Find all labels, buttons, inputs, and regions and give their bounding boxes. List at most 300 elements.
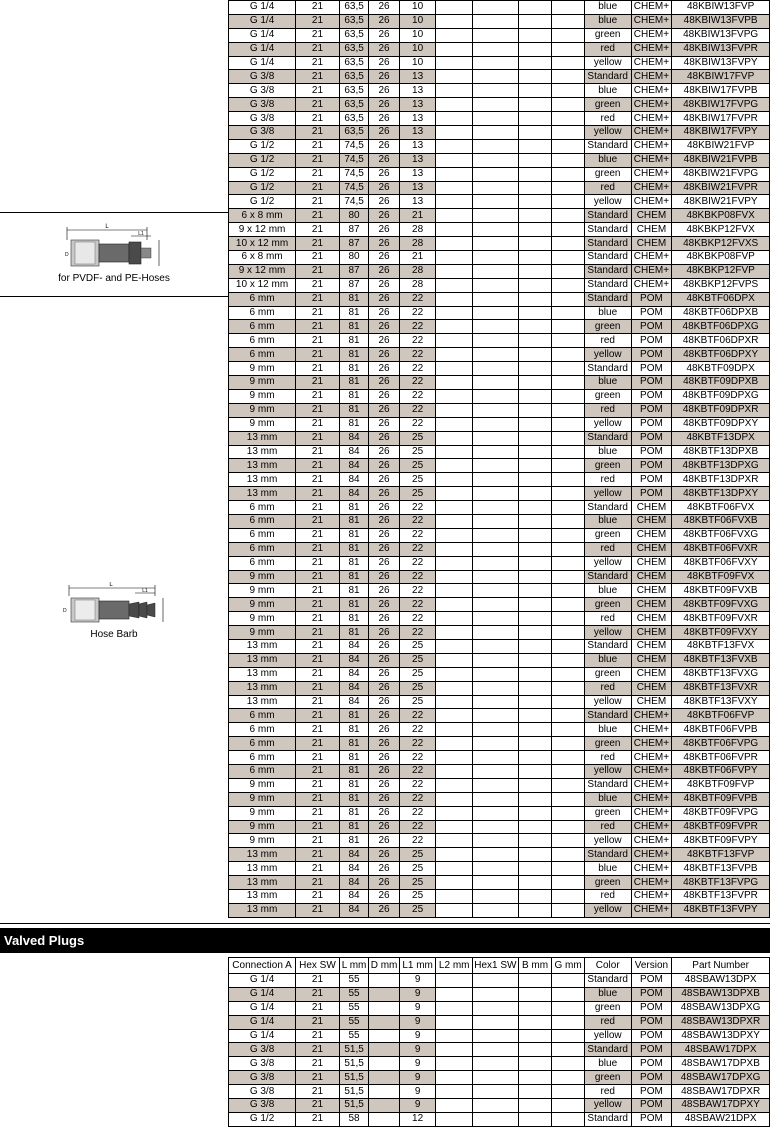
table-cell: 26 xyxy=(369,584,400,598)
table-cell: 21 xyxy=(296,1112,340,1126)
table-cell: red xyxy=(584,681,631,695)
table-cell: 25 xyxy=(399,695,436,709)
table-cell xyxy=(436,473,473,487)
table-cell: 84 xyxy=(339,653,368,667)
table-cell xyxy=(436,737,473,751)
table-cell xyxy=(473,1085,519,1099)
table-cell: 13 xyxy=(399,126,436,140)
table-cell xyxy=(436,70,473,84)
table-cell: blue xyxy=(584,987,631,1001)
table-cell: CHEM xyxy=(631,223,672,237)
table-cell xyxy=(518,528,552,542)
table-cell: CHEM xyxy=(631,639,672,653)
table-cell xyxy=(552,306,585,320)
table-cell xyxy=(473,473,519,487)
table-cell xyxy=(436,1099,473,1113)
table-cell xyxy=(369,1001,400,1015)
table-cell xyxy=(518,348,552,362)
table-cell xyxy=(473,28,519,42)
table-cell: 26 xyxy=(369,834,400,848)
column-header: L mm xyxy=(339,958,368,974)
table-cell: 48SBAW17DPX xyxy=(672,1043,770,1057)
table-cell: POM xyxy=(631,473,672,487)
table-cell: 74,5 xyxy=(339,181,368,195)
table-cell: 81 xyxy=(339,362,368,376)
table-cell: 84 xyxy=(339,639,368,653)
table-cell: blue xyxy=(584,653,631,667)
table-cell xyxy=(518,639,552,653)
table-cell: 21 xyxy=(296,237,340,251)
table-cell: CHEM+ xyxy=(631,751,672,765)
table-cell xyxy=(518,820,552,834)
table-cell: 51,5 xyxy=(339,1099,368,1113)
table-cell xyxy=(473,403,519,417)
svg-text:L1: L1 xyxy=(142,588,148,594)
table-cell xyxy=(473,987,519,1001)
table-cell: 81 xyxy=(339,320,368,334)
table-cell xyxy=(473,612,519,626)
table-cell: 26 xyxy=(369,737,400,751)
table-cell: 48SBAW13DPX xyxy=(672,974,770,988)
table-cell: 22 xyxy=(399,612,436,626)
table-cell xyxy=(473,806,519,820)
table-cell: 21 xyxy=(296,667,340,681)
table-cell: 48KBTF06DPXY xyxy=(672,348,770,362)
table-cell: red xyxy=(584,112,631,126)
table-cell xyxy=(473,56,519,70)
table-cell: 48KBTF13DPXY xyxy=(672,487,770,501)
table-cell: 26 xyxy=(369,848,400,862)
table-cell: 26 xyxy=(369,459,400,473)
table-cell: 6 mm xyxy=(229,556,296,570)
table-cell xyxy=(436,292,473,306)
table-cell xyxy=(518,376,552,390)
table-cell: 9 mm xyxy=(229,778,296,792)
table-cell: 13 mm xyxy=(229,445,296,459)
table-cell xyxy=(436,28,473,42)
table-cell: 84 xyxy=(339,903,368,917)
table-cell: CHEM xyxy=(631,584,672,598)
table-cell xyxy=(518,487,552,501)
table-cell: G 1/4 xyxy=(229,56,296,70)
table-cell: 9 mm xyxy=(229,403,296,417)
table-cell xyxy=(552,1057,585,1071)
table-row xyxy=(229,473,770,487)
table-cell: G 3/8 xyxy=(229,98,296,112)
table-cell xyxy=(518,876,552,890)
table-cell xyxy=(518,195,552,209)
table-cell: 22 xyxy=(399,389,436,403)
table-cell xyxy=(436,1,473,15)
table-cell: 26 xyxy=(369,126,400,140)
table-cell xyxy=(436,695,473,709)
table-cell: 25 xyxy=(399,848,436,862)
table-cell xyxy=(552,445,585,459)
table-cell xyxy=(552,1071,585,1085)
table-cell: 13 xyxy=(399,167,436,181)
table-cell xyxy=(473,431,519,445)
table-cell: Standard xyxy=(584,139,631,153)
table-cell: 21 xyxy=(296,834,340,848)
table-cell: 48KBTF13FVPY xyxy=(672,903,770,917)
table-cell xyxy=(473,639,519,653)
table-cell: 26 xyxy=(369,612,400,626)
table-cell xyxy=(436,764,473,778)
table-cell: red xyxy=(584,1085,631,1099)
table-cell: 51,5 xyxy=(339,1071,368,1085)
table-cell: 81 xyxy=(339,376,368,390)
table-cell: Standard xyxy=(584,292,631,306)
table-cell: G 1/2 xyxy=(229,181,296,195)
table-cell: G 1/4 xyxy=(229,42,296,56)
table-cell xyxy=(436,362,473,376)
valved-plugs-table-wrap xyxy=(228,957,770,1127)
table-cell: POM xyxy=(631,487,672,501)
table-cell: Standard xyxy=(584,362,631,376)
table-row xyxy=(229,445,770,459)
table-cell: 22 xyxy=(399,334,436,348)
table-cell: 9 mm xyxy=(229,820,296,834)
table-cell: 48KBTF09FVPY xyxy=(672,834,770,848)
table-cell xyxy=(518,126,552,140)
table-cell: 63,5 xyxy=(339,56,368,70)
table-cell: 22 xyxy=(399,292,436,306)
table-cell: 9 xyxy=(399,1057,436,1071)
table-cell xyxy=(436,890,473,904)
table-cell: 22 xyxy=(399,417,436,431)
table-cell xyxy=(369,1071,400,1085)
table-cell: 21 xyxy=(296,70,340,84)
table-cell: 26 xyxy=(369,653,400,667)
table-cell xyxy=(552,181,585,195)
table-cell xyxy=(436,167,473,181)
table-cell: CHEM xyxy=(631,501,672,515)
table-cell xyxy=(552,598,585,612)
table-cell xyxy=(436,778,473,792)
table-cell xyxy=(552,292,585,306)
table-cell: yellow xyxy=(584,195,631,209)
table-cell: 26 xyxy=(369,251,400,265)
table-cell: 81 xyxy=(339,389,368,403)
table-cell: Standard xyxy=(584,251,631,265)
table-cell: 26 xyxy=(369,570,400,584)
table-cell xyxy=(473,42,519,56)
table-cell xyxy=(473,876,519,890)
table-cell xyxy=(518,251,552,265)
table-cell: CHEM xyxy=(631,556,672,570)
column-header: G mm xyxy=(552,958,585,974)
table-cell: 6 mm xyxy=(229,320,296,334)
table-cell xyxy=(518,417,552,431)
table-cell: 21 xyxy=(296,126,340,140)
table-cell: Standard xyxy=(584,570,631,584)
table-cell: 26 xyxy=(369,501,400,515)
svg-text:L: L xyxy=(109,582,113,588)
table-cell: 13 mm xyxy=(229,848,296,862)
table-cell: 84 xyxy=(339,445,368,459)
column-header: Color xyxy=(584,958,631,974)
table-cell xyxy=(473,334,519,348)
table-cell xyxy=(552,987,585,1001)
table-cell: CHEM+ xyxy=(631,14,672,28)
table-cell: 9 mm xyxy=(229,806,296,820)
table-cell xyxy=(552,14,585,28)
table-cell: 48KBTF06FVPY xyxy=(672,764,770,778)
table-cell: red xyxy=(584,181,631,195)
table-cell xyxy=(473,598,519,612)
table-cell: 48KBTF09FVX xyxy=(672,570,770,584)
table-cell xyxy=(552,570,585,584)
table-cell xyxy=(436,514,473,528)
table-cell: 81 xyxy=(339,514,368,528)
table-cell: 21 xyxy=(296,584,340,598)
table-cell xyxy=(473,1112,519,1126)
table-cell: CHEM+ xyxy=(631,1,672,15)
table-row xyxy=(229,70,770,84)
table-cell xyxy=(436,139,473,153)
table-cell: blue xyxy=(584,723,631,737)
table-cell: CHEM+ xyxy=(631,709,672,723)
table-cell xyxy=(436,209,473,223)
table-cell xyxy=(473,70,519,84)
table-cell: Standard xyxy=(584,70,631,84)
table-cell: 48KBIW13FVPB xyxy=(672,14,770,28)
table-cell: 21 xyxy=(296,1057,340,1071)
table-cell: 6 mm xyxy=(229,348,296,362)
table-cell: 9 x 12 mm xyxy=(229,223,296,237)
table-cell: 84 xyxy=(339,431,368,445)
table-cell: POM xyxy=(631,306,672,320)
table-cell: 48KBTF09FVXY xyxy=(672,626,770,640)
table-cell: 28 xyxy=(399,237,436,251)
table-cell xyxy=(552,626,585,640)
table-cell: 22 xyxy=(399,792,436,806)
table-row xyxy=(229,181,770,195)
table-cell: CHEM+ xyxy=(631,820,672,834)
table-cell: CHEM+ xyxy=(631,28,672,42)
table-cell: POM xyxy=(631,1099,672,1113)
table-cell: green xyxy=(584,667,631,681)
table-cell: CHEM xyxy=(631,681,672,695)
table-cell: 48KBTF06FVXB xyxy=(672,514,770,528)
table-cell: 10 xyxy=(399,14,436,28)
table-cell: 25 xyxy=(399,473,436,487)
table-cell: 55 xyxy=(339,1001,368,1015)
table-cell: 9 mm xyxy=(229,834,296,848)
table-cell: 13 mm xyxy=(229,639,296,653)
table-cell: 26 xyxy=(369,84,400,98)
table-cell: 26 xyxy=(369,306,400,320)
table-cell: 74,5 xyxy=(339,139,368,153)
table-row xyxy=(229,764,770,778)
table-cell xyxy=(473,445,519,459)
table-cell: POM xyxy=(631,974,672,988)
table-cell: 6 mm xyxy=(229,737,296,751)
table-cell xyxy=(436,181,473,195)
table-cell: G 3/8 xyxy=(229,112,296,126)
table-cell: 21 xyxy=(296,1085,340,1099)
table-cell: 21 xyxy=(296,695,340,709)
table-cell: CHEM xyxy=(631,237,672,251)
table-cell: 48KBTF13DPXB xyxy=(672,445,770,459)
hose-barb-drawing-icon xyxy=(59,582,169,626)
table-cell: blue xyxy=(584,862,631,876)
table-cell xyxy=(473,278,519,292)
table-cell: 9 xyxy=(399,974,436,988)
table-cell: Standard xyxy=(584,501,631,515)
table-cell xyxy=(369,1112,400,1126)
table-cell: 21 xyxy=(296,1029,340,1043)
table-cell: 48KBTF13FVP xyxy=(672,848,770,862)
table-cell: 9 mm xyxy=(229,612,296,626)
table-cell xyxy=(369,1043,400,1057)
table-cell: 26 xyxy=(369,667,400,681)
table-cell: 26 xyxy=(369,292,400,306)
svg-text:L1: L1 xyxy=(138,231,144,237)
table-cell xyxy=(518,278,552,292)
table-cell xyxy=(473,556,519,570)
table-cell: 22 xyxy=(399,806,436,820)
table-row xyxy=(229,1057,770,1071)
table-cell: 21 xyxy=(296,653,340,667)
table-cell: 9 mm xyxy=(229,626,296,640)
table-cell: 28 xyxy=(399,264,436,278)
table-cell: 21 xyxy=(296,737,340,751)
table-cell: 26 xyxy=(369,348,400,362)
table-cell xyxy=(518,334,552,348)
table-cell: 81 xyxy=(339,584,368,598)
table-cell xyxy=(473,584,519,598)
table-cell: 48KBTF06FVPB xyxy=(672,723,770,737)
table-cell: 48KBTF06FVP xyxy=(672,709,770,723)
table-cell: 26 xyxy=(369,695,400,709)
table-cell: CHEM+ xyxy=(631,778,672,792)
table-cell: 81 xyxy=(339,612,368,626)
table-row xyxy=(229,139,770,153)
table-cell: green xyxy=(584,806,631,820)
table-cell xyxy=(552,751,585,765)
table-row xyxy=(229,890,770,904)
table-cell xyxy=(436,56,473,70)
table-cell: Standard xyxy=(584,778,631,792)
table-cell xyxy=(436,987,473,1001)
table-cell: 21 xyxy=(296,487,340,501)
table-cell xyxy=(436,389,473,403)
table-cell xyxy=(518,987,552,1001)
table-cell: 25 xyxy=(399,876,436,890)
table-cell: 51,5 xyxy=(339,1043,368,1057)
table-row xyxy=(229,42,770,56)
table-cell: 10 x 12 mm xyxy=(229,237,296,251)
table-cell xyxy=(518,542,552,556)
table-row xyxy=(229,1001,770,1015)
table-cell xyxy=(552,278,585,292)
table-cell: 81 xyxy=(339,403,368,417)
table-cell: 48KBIW21FVPG xyxy=(672,167,770,181)
table-cell xyxy=(473,1015,519,1029)
table-cell xyxy=(473,570,519,584)
table-cell: yellow xyxy=(584,1099,631,1113)
table-cell: 21 xyxy=(296,278,340,292)
table-cell: 13 mm xyxy=(229,459,296,473)
table-row xyxy=(229,1099,770,1113)
table-cell: blue xyxy=(584,1057,631,1071)
table-cell: red xyxy=(584,751,631,765)
table-cell xyxy=(436,264,473,278)
table-cell xyxy=(518,181,552,195)
table-cell: CHEM+ xyxy=(631,181,672,195)
table-cell: 48KBTF13DPXG xyxy=(672,459,770,473)
table-cell: 9 mm xyxy=(229,598,296,612)
table-cell: 13 xyxy=(399,98,436,112)
table-cell xyxy=(436,834,473,848)
table-cell: 63,5 xyxy=(339,84,368,98)
table-cell: CHEM+ xyxy=(631,723,672,737)
table-cell: 10 xyxy=(399,56,436,70)
table-cell: G 1/2 xyxy=(229,195,296,209)
table-cell xyxy=(518,806,552,820)
table-cell: 81 xyxy=(339,764,368,778)
table-cell xyxy=(518,1085,552,1099)
table-cell: 21 xyxy=(296,84,340,98)
table-cell: 48KBIW17FVPG xyxy=(672,98,770,112)
table-cell: 48KBIW17FVPR xyxy=(672,112,770,126)
table-cell: 26 xyxy=(369,223,400,237)
table-cell: 28 xyxy=(399,278,436,292)
table-cell: yellow xyxy=(584,487,631,501)
table-cell: 21 xyxy=(296,139,340,153)
table-cell xyxy=(473,292,519,306)
table-cell xyxy=(518,306,552,320)
table-cell xyxy=(436,903,473,917)
table-cell: 26 xyxy=(369,417,400,431)
table-cell: 6 mm xyxy=(229,334,296,348)
table-cell xyxy=(518,570,552,584)
column-header: Part Number xyxy=(672,958,770,974)
table-cell xyxy=(552,42,585,56)
table-cell xyxy=(552,1015,585,1029)
table-cell xyxy=(436,1112,473,1126)
table-cell xyxy=(518,223,552,237)
table-cell: 48KBTF13FVXY xyxy=(672,695,770,709)
table-cell: 21 xyxy=(296,181,340,195)
table-cell xyxy=(436,667,473,681)
table-cell: 25 xyxy=(399,487,436,501)
table-cell: 22 xyxy=(399,362,436,376)
table-cell: POM xyxy=(631,403,672,417)
table-cell xyxy=(518,264,552,278)
table-row xyxy=(229,778,770,792)
table-cell: 26 xyxy=(369,626,400,640)
table-cell: POM xyxy=(631,1001,672,1015)
table-cell: POM xyxy=(631,1029,672,1043)
table-cell: blue xyxy=(584,792,631,806)
table-row xyxy=(229,834,770,848)
table-cell: 21 xyxy=(296,681,340,695)
table-cell xyxy=(518,598,552,612)
table-cell xyxy=(552,1099,585,1113)
table-cell: yellow xyxy=(584,695,631,709)
table-row xyxy=(229,1029,770,1043)
table-cell xyxy=(436,320,473,334)
table-cell: 21 xyxy=(399,251,436,265)
table-cell: 84 xyxy=(339,487,368,501)
table-cell xyxy=(473,1,519,15)
table-cell: 48KBTF06DPXR xyxy=(672,334,770,348)
table-row xyxy=(229,723,770,737)
table-cell: 21 xyxy=(296,542,340,556)
table-cell xyxy=(552,84,585,98)
